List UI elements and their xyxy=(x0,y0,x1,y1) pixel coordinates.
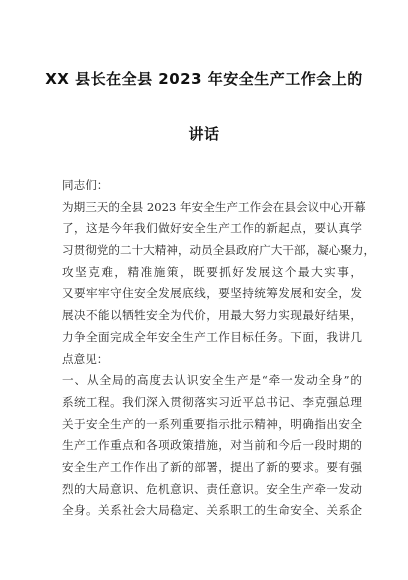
body-line: 习贯彻党的二十大精神，动员全县政府广大干部，凝心聚力， xyxy=(62,243,376,258)
body-line: 又要牢牢守住安全发展底线，要坚持统筹发展和安全，发 xyxy=(62,286,362,301)
body-line: 烈的大局意识、危机意识、责任意识。安全生产牵一发动 xyxy=(62,481,362,496)
section-heading-line: 一、从全局的高度去认识安全生产是“牵一发动全身”的 xyxy=(62,373,362,388)
body-line: 为期三天的全县 2023 年安全生产工作会在县会议中心开幕 xyxy=(62,199,366,214)
body-line: 攻坚克难，精准施策，既要抓好发展这个最大实事， xyxy=(62,264,362,279)
body-line: 了，这是今年我们做好安全生产工作的新起点，要认真学 xyxy=(62,221,362,236)
document-title-line-2: 讲话 xyxy=(188,125,220,143)
document-title-line-1: XX 县长在全县 2023 年安全生产工作会上的 xyxy=(45,70,363,88)
body-line: 展决不能以牺牲安全为代价，用最大努力实现最好结果， xyxy=(62,308,362,323)
body-line: 点意见： xyxy=(62,351,109,366)
body-line: 安全生产工作作出了新的部署，提出了新的要求。要有强 xyxy=(62,459,362,474)
body-line: 生产工作重点和各项政策措施，对当前和今后一段时期的 xyxy=(62,438,362,453)
body-line: 力争全面完成全年安全生产工作目标任务。下面，我讲几 xyxy=(62,329,362,344)
salutation-line: 同志们： xyxy=(62,178,109,192)
document-body xyxy=(62,175,376,522)
body-line: 全身。关系社会大局稳定、关系职工的生命安全、关系企 xyxy=(62,503,362,518)
body-line: 关于安全生产的一系列重要指示批示精神，明确指出安全 xyxy=(62,416,362,431)
body-line: 系统工程。我们深入贯彻落实习近平总书记、李克强总理 xyxy=(62,394,362,409)
